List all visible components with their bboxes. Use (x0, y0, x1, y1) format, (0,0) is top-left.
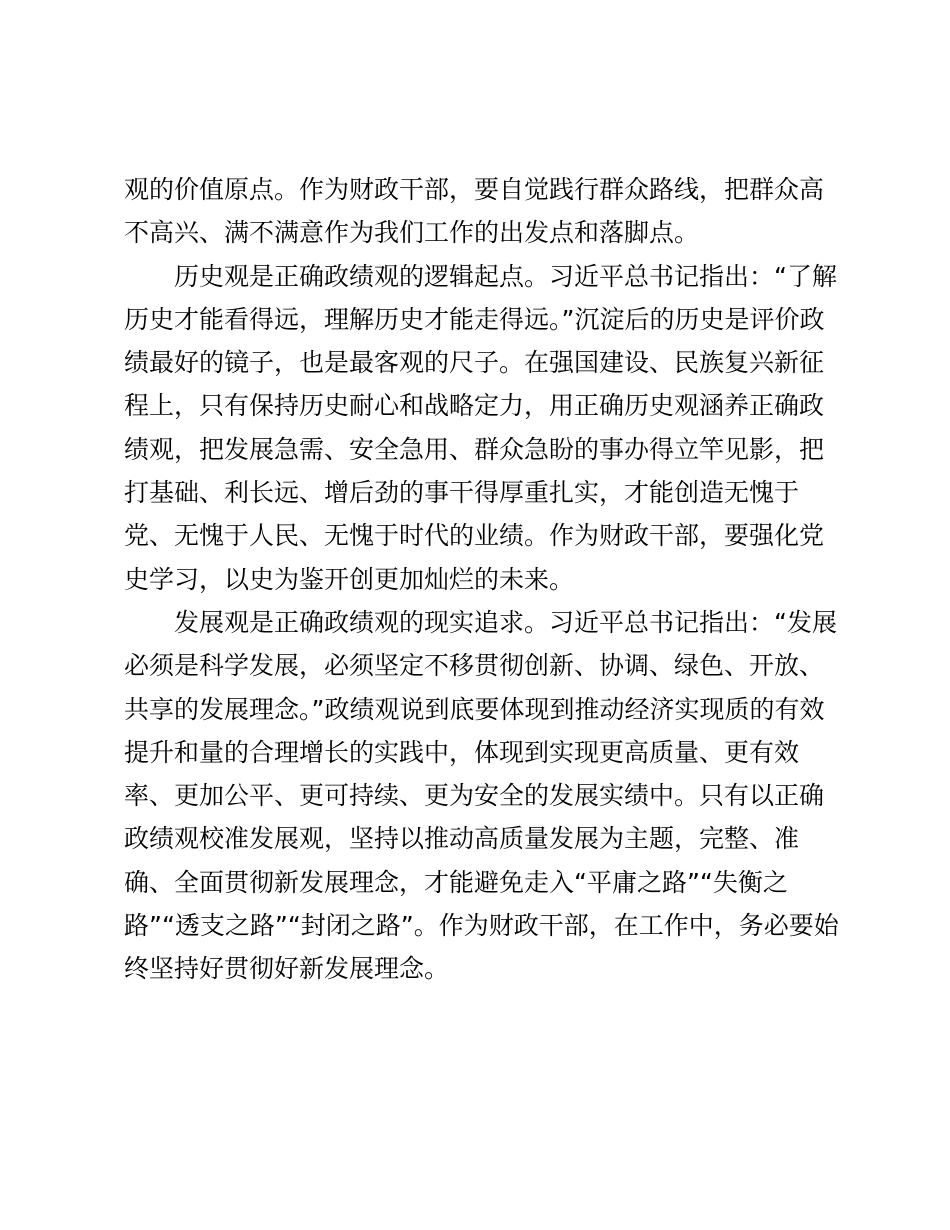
text-line: 确、全面贯彻新发展理念，才能避免走入“平庸之路”“失衡之 (124, 867, 788, 897)
text-line: 路”“透支之路”“封闭之路”。作为财政干部，在工作中，务必要始 (124, 911, 839, 941)
text-line: 终坚持好贯彻好新发展理念。 (124, 954, 450, 984)
text-line: 史学习，以史为鉴开创更加灿烂的未来。 (124, 564, 575, 594)
text-line: 提升和量的合理增长的实践中，体现到实现更高质量、更有效 (124, 737, 800, 767)
text-line: 打基础、利长远、增后劲的事干得厚重扎实，才能创造无愧于 (124, 478, 800, 508)
text-line: 观的价值原点。作为财政干部，要自觉践行群众路线，把群众高 (124, 175, 825, 204)
paragraph-start-line: 发展观是正确政绩观的现实追求。习近平总书记指出：“发展 (174, 607, 837, 637)
text-line: 政绩观校准发展观，坚持以推动高质量发展为主题，完整、准 (124, 824, 800, 854)
text-line: 绩观，把发展急需、安全急用、群众急盼的事办得立竿见影，把 (124, 434, 825, 464)
text-line: 共享的发展理念。”政绩观说到底要体现到推动经济实现质的有效 (124, 694, 825, 724)
paragraph-start-line: 历史观是正确政绩观的逻辑起点。习近平总书记指出：“了解 (174, 261, 837, 291)
text-line: 必须是科学发展，必须坚定不移贯彻创新、协调、绿色、开放、 (124, 651, 825, 681)
text-line: 程上，只有保持历史耐心和战略定力，用正确历史观涵养正确政 (124, 391, 825, 421)
text-line: 绩最好的镜子，也是最客观的尺子。在强国建设、民族复兴新征 (124, 348, 825, 378)
text-line: 历史才能看得远，理解历史才能走得远。”沉淀后的历史是评价政 (124, 304, 825, 334)
text-line: 不高兴、满不满意作为我们工作的出发点和落脚点。 (124, 218, 700, 248)
body-text (124, 168, 840, 991)
text-line: 党、无愧于人民、无愧于时代的业绩。作为财政干部，要强化党 (124, 521, 825, 551)
text-line: 率、更加公平、更可持续、更为安全的发展实绩中。只有以正确 (124, 781, 825, 811)
